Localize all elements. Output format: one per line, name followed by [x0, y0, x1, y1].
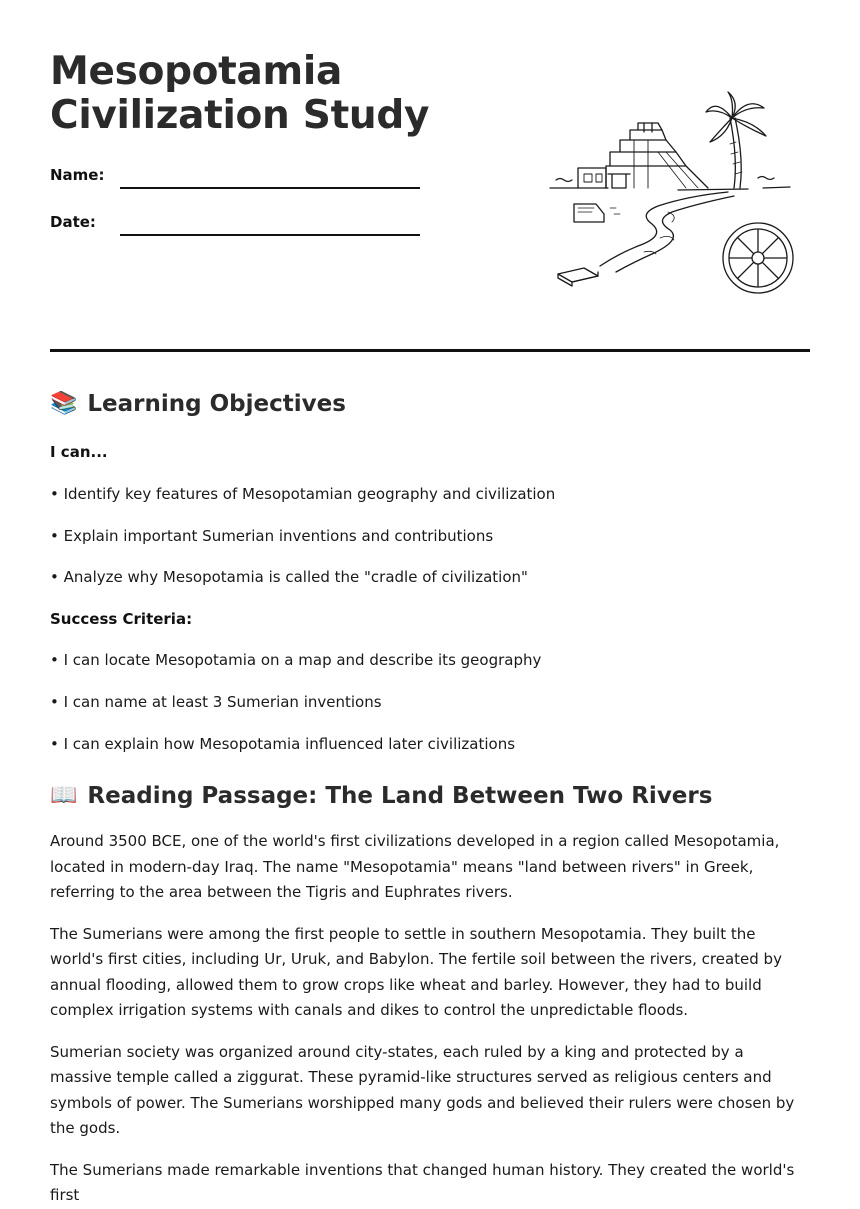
books-icon: 📚 — [50, 391, 78, 416]
passage-paragraph: Around 3500 BCE, one of the world's first civilizations developed in a region called Mesopotamia, located in modern-day Iraq. The name "Mesopotamia" means "land between rivers" in Greek, referring to the area between the Tigris and Euphrates rivers. — [50, 832, 780, 901]
worksheet-content — [50, 388, 810, 1209]
passage-paragraph: The Sumerians were among the first people to settle in southern Mesopotamia. They built the world's first cities, including Ur, Uruk, and Babylon. The fertile soil between the rivers, created by annual flooding, allowed them to grow crops like wheat and barley. However, they had to build complex irrigation systems with canals and dikes to control the unpredictable floods. — [50, 924, 782, 1019]
success-criteria-item: • I can locate Mesopotamia on a map and describe its geography — [50, 651, 542, 669]
learning-objectives-heading — [50, 388, 810, 420]
objective-item: • Identify key features of Mesopotamian geography and civilization — [50, 485, 556, 503]
objective-item: • Analyze why Mesopotamia is called the "cradle of civilization" — [50, 568, 528, 586]
i-can-label: I can... — [50, 443, 108, 461]
objective-item: • Explain important Sumerian inventions and contributions — [50, 527, 494, 545]
ziggurat-illustration-icon — [548, 88, 798, 298]
learning-objectives-title: Learning Objectives — [87, 391, 346, 417]
worksheet-title — [50, 50, 429, 138]
success-criteria-label: Success Criteria: — [50, 610, 193, 628]
title-line-2: Civilization Study — [50, 93, 430, 138]
name-label: Name: — [50, 166, 105, 184]
success-criteria-item: • I can name at least 3 Sumerian inventions — [50, 693, 382, 711]
passage-paragraph: Sumerian society was organized around city-states, each ruled by a king and protected by a massive temple called a ziggurat. These pyramid-like structures served as religious centers and symbols of power. The Sumerians worshipped many gods and believed their rulers were chosen by the gods. — [50, 1042, 795, 1137]
open-book-icon: 📖 — [50, 783, 78, 808]
date-field-line[interactable] — [120, 234, 420, 236]
reading-passage-title: Reading Passage: The Land Between Two Rivers — [87, 783, 713, 809]
reading-passage-heading — [50, 780, 810, 812]
date-label: Date: — [50, 213, 96, 231]
passage-paragraph: The Sumerians made remarkable inventions that changed human history. They created the world's first — [50, 1160, 795, 1204]
success-criteria-item: • I can explain how Mesopotamia influenced later civilizations — [50, 735, 516, 753]
section-divider — [50, 349, 810, 352]
name-field-line[interactable] — [120, 187, 420, 189]
title-line-1: Mesopotamia — [50, 49, 342, 94]
